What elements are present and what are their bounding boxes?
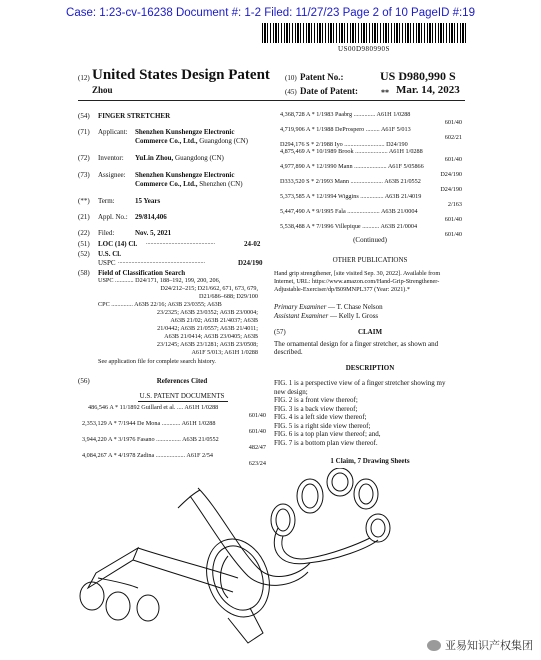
ref-class: 2/163 <box>447 201 462 208</box>
ref-class: 601/40 <box>248 428 266 435</box>
fig-line: new design; <box>274 387 308 396</box>
fig-line: FIG. 3 is a back view thereof; <box>274 404 358 413</box>
ref-class: 601/40 <box>444 231 462 238</box>
assignee-location: Shenzhen (CN) <box>199 180 243 188</box>
claim-text <box>274 340 466 357</box>
loc-dots: .............................................. <box>146 240 215 246</box>
ref-class: 602/21 <box>444 134 462 141</box>
inventor-location: Guangdong (CN) <box>175 154 224 162</box>
ref-row: 4,977,890 A * 12/1990 Mann ..................... A61F 5/05866 <box>280 163 424 170</box>
ref-row: D294,176 S * 2/1988 Iyo .......................... D24/190 <box>280 141 408 148</box>
ref-class: 601/40 <box>444 156 462 163</box>
field-73-num: (73) <box>78 171 90 179</box>
primary-examiner-label: Primary Examiner <box>274 303 327 311</box>
finger-loops <box>271 468 390 542</box>
loc-value: 24-02 <box>244 240 261 248</box>
search-uspc-line: USPC ............ D24/171, 188–192, 199, 200, 206, <box>98 277 221 284</box>
filed-value: Nov. 5, 2021 <box>135 229 172 237</box>
patent-number: US D980,990 S <box>380 69 456 83</box>
inventor-value <box>135 154 224 162</box>
other-publications-title: OTHER PUBLICATIONS <box>332 256 408 264</box>
wechat-icon <box>427 640 441 651</box>
field-71-num: (71) <box>78 128 90 136</box>
claim-line: The ornamental design for a finger stretcher, as shown and <box>274 340 439 348</box>
us-patent-docs-title: U.S. PATENT DOCUMENTS <box>139 392 225 400</box>
ref-row: 4,084,267 A * 4/1978 Zadina ................... A61F 2/54 <box>82 452 214 459</box>
assignee-label: Assignee: <box>98 171 126 179</box>
search-cpc-line6: 23/1245; A63B 23/1281; A63B 23/0508; <box>156 341 258 348</box>
loc-label: LOC (14) Cl. <box>98 240 138 248</box>
ref-class: 601/40 <box>444 119 462 126</box>
primary-examiner-name: — T. Chase Nelson <box>328 303 383 311</box>
field-58-num: (58) <box>78 269 90 277</box>
barcode-number: US00D980990S <box>338 45 390 53</box>
pub-line: Adjustable-Exerciser/dp/B09MNPL377 (Year: 2021).* <box>274 285 410 293</box>
ref-row: 2,353,129 A * 7/1944 De Mona ............ A61H 1/0288 <box>82 420 216 427</box>
field-52-num: (52) <box>78 250 90 258</box>
pub-line: Hand grip strengthener, [site visited Sep. 30, 2022]. Available from <box>274 270 441 277</box>
ref-row: 5,447,490 A * 9/1995 Fala ..................... A63B 21/0004 <box>280 208 418 215</box>
search-uspc-line2: D24/212–215; D21/662, 671, 673, 679, <box>160 285 258 292</box>
ref-class: 623/24 <box>248 460 266 467</box>
assistant-examiner-name: — Kelly L Gross <box>330 312 379 320</box>
ref-class: 601/40 <box>248 412 266 419</box>
field-search-label: Field of Classification Search <box>98 269 186 277</box>
uspc-value: D24/190 <box>238 259 263 267</box>
uspc-label: USPC <box>98 259 116 267</box>
code-10: (10) <box>285 74 297 82</box>
continued-note: (Continued) <box>353 236 387 244</box>
appl-no-value: 29/814,406 <box>135 213 167 221</box>
ref-class: D24/190 <box>440 186 462 193</box>
right-references <box>276 111 464 243</box>
claims-summary: 1 Claim, 7 Drawing Sheets <box>330 457 410 465</box>
fig-line: FIG. 7 is a bottom plan view thereof. <box>274 438 378 447</box>
patent-no-label: Patent No.: <box>300 72 344 82</box>
patent-date: Mar. 14, 2023 <box>396 84 460 96</box>
fig-line: FIG. 4 is a left side view thereof; <box>274 413 367 422</box>
us-cl-label: U.S. Cl. <box>98 250 121 258</box>
inventor-surname: Zhou <box>92 85 113 95</box>
fig-line: FIG. 5 is a right side view thereof; <box>274 421 371 430</box>
search-cpc-line7: A61F 5/013; A61H 1/0288 <box>191 349 258 356</box>
claim-line: described. <box>274 348 303 357</box>
design-title: FINGER STRETCHER <box>98 112 171 120</box>
fig-line: FIG. 1 is a perspective view of a finger stretcher showing my <box>274 379 446 387</box>
ref-row: 4,368,728 A * 1/1983 Paabrg .............. A61H 1/0288 <box>280 111 411 118</box>
ref-row: 5,373,585 A * 12/1994 Wiggins ............... A63B 21/4019 <box>280 193 422 200</box>
stretcher-body <box>80 488 378 621</box>
ref-row: 4,875,469 A * 10/1989 Brook ..................... A61H 1/0288 <box>280 148 423 155</box>
primary-examiner <box>274 303 383 311</box>
search-cpc-line5: A63B 21/0414; A63B 23/0405; A63B <box>164 333 258 340</box>
date-marker: ** <box>381 88 389 97</box>
field-term-num: (**) <box>78 197 90 205</box>
finger-stretcher-drawing <box>78 468 498 648</box>
term-label: Term: <box>98 197 115 205</box>
description-title: DESCRIPTION <box>345 364 395 372</box>
fig-line: FIG. 2 is a front view thereof; <box>274 396 358 405</box>
patent-type-title: United States Design Patent <box>92 67 270 83</box>
other-publications-text <box>274 270 464 293</box>
watermark <box>427 637 533 653</box>
search-cpc-line3: A63B 21/02; A63B 21/4037; A63B <box>170 317 258 324</box>
inventor-name: YuLin Zhou, <box>135 154 174 162</box>
inventor-label: Inventor: <box>98 154 124 162</box>
term-value: 15 Years <box>135 197 161 205</box>
header-divider <box>78 100 465 101</box>
ref-class: 601/40 <box>444 216 462 223</box>
assignee-line2 <box>135 180 243 188</box>
field-54-num: (54) <box>78 112 90 120</box>
applicant-label: Applicant: <box>98 128 128 136</box>
references-title: References Cited <box>156 377 208 385</box>
stretcher-band <box>196 530 280 643</box>
field-51-num: (51) <box>78 240 90 248</box>
search-uspc-line3: D21/686–688; D29/100 <box>199 293 258 300</box>
ref-class: D24/190 <box>440 171 462 178</box>
case-header: Case: 1:23-cv-16238 Document #: 1-2 Filed: 11/27/23 Page 2 of 10 PageID #:19 <box>66 7 475 19</box>
claim-title: CLAIM <box>357 328 383 336</box>
assistant-examiner-label: Assistant Examiner <box>274 312 329 320</box>
field-22-num: (22) <box>78 229 90 237</box>
date-label: Date of Patent: <box>300 86 358 96</box>
applicant-line1: Shenzhen Kunshengze Electronic <box>135 128 235 136</box>
ref-class: 482/47 <box>248 444 266 451</box>
applicant-line2 <box>135 137 248 145</box>
applicant-location: Guangdong (CN) <box>199 137 249 145</box>
ref-row: D333,520 S * 2/1993 Mann ..................... A63B 21/0552 <box>280 178 421 185</box>
field-72-num: (72) <box>78 154 90 162</box>
ref-divider <box>138 401 228 402</box>
claim-num: (57) <box>274 328 286 336</box>
ref-row: 4,719,906 A * 1/1988 DeProspero ......... A61F 5/013 <box>280 126 411 133</box>
ref-row: 3,944,220 A * 3/1976 Fasano ................ A63B 21/0552 <box>82 436 219 443</box>
search-cpc-line2: 23/2325; A63B 23/0352; A63B 23/0004; <box>156 309 258 316</box>
assignee-line1: Shenzhen Kunshengze Electronic <box>135 171 235 179</box>
watermark-text: 亚易知识产权集团 <box>445 640 533 652</box>
code-45: (45) <box>285 88 297 96</box>
field-56-num: (56) <box>78 377 90 385</box>
pub-line: Internet, URL: https://www.amazon.com/Hand-Grip-Strengthener- <box>274 277 440 285</box>
figure-list <box>274 379 466 447</box>
ref-row: 5,538,488 A * 7/1996 Villepique ........... A63B 21/0004 <box>280 223 418 230</box>
code-12: (12) <box>78 74 90 82</box>
search-cpc-line: CPC .............. A63B 22/16; A63B 23/0355; A63B <box>98 301 222 308</box>
field-21-num: (21) <box>78 213 90 221</box>
appl-no-label: Appl. No.: <box>98 213 128 221</box>
assignee-company: Commerce Co., Ltd., <box>135 180 198 188</box>
fig-line: FIG. 6 is a top plan view thereof; and, <box>274 430 381 439</box>
applicant-company: Commerce Co., Ltd., <box>135 137 198 145</box>
search-cpc-line4: 21/0442; A63B 21/0557; A63B 21/4011; <box>157 325 258 332</box>
ref-row: 486,546 A * 11/1892 Guillard et al. .... A61H 1/0288 <box>88 404 219 411</box>
barcode-graphic <box>262 23 466 43</box>
search-history-note: See application file for complete search history. <box>98 358 216 365</box>
uspc-dots: .......................................................... <box>118 259 205 265</box>
filed-label: Filed: <box>98 229 115 237</box>
assistant-examiner <box>274 312 378 320</box>
